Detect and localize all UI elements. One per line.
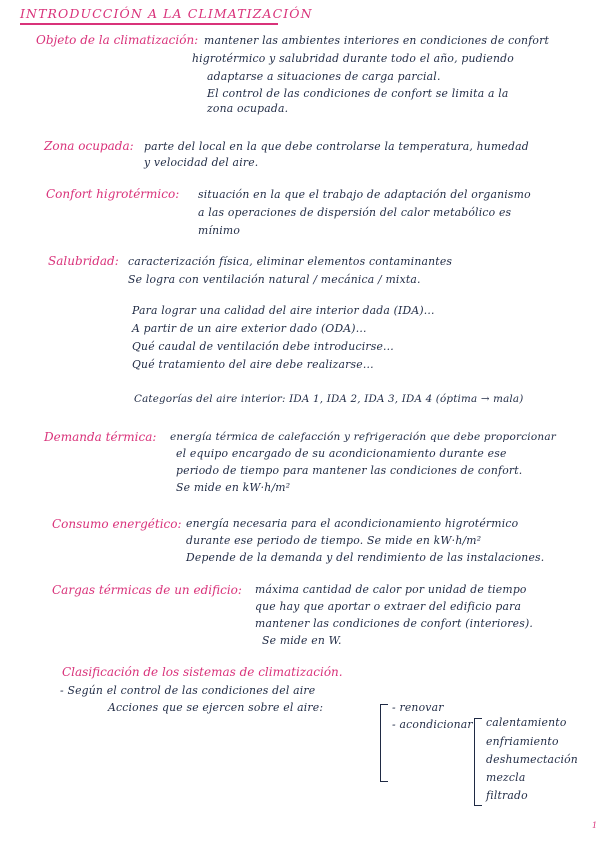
term-demanda: Demanda térmica: xyxy=(44,430,157,444)
zona-line-1: parte del local en la que debe controlarse la temperatura, humedad xyxy=(144,140,529,153)
salubridad-question-2: A partir de un aire exterior dado (ODA)... xyxy=(132,322,367,335)
consumo-line-2: durante ese periodo de tiempo. Se mide en kW·h/m² xyxy=(186,534,482,547)
objeto-line-2: higrotérmico y salubridad durante todo el año, pudiendo xyxy=(192,52,514,65)
demanda-line-3: periodo de tiempo para mantener las condiciones de confort. xyxy=(176,464,523,477)
demanda-line-4: Se mide en kW·h/m² xyxy=(176,481,291,494)
sub-filtrado: filtrado xyxy=(486,789,528,802)
consumo-line-1: energía necesaria para el acondicionamiento higrotérmico xyxy=(186,517,519,530)
bracket-acciones xyxy=(380,704,388,782)
term-salubridad: Salubridad: xyxy=(48,254,119,268)
salubridad-line-1: caracterización física, eliminar elementos contaminantes xyxy=(128,255,453,268)
salubridad-question-1: Para lograr una calidad del aire interior dada (IDA)... xyxy=(132,304,435,317)
sub-deshumectacion: deshumectación xyxy=(486,753,578,766)
cargas-line-3: mantener las condiciones de confort (interiores). xyxy=(255,617,533,630)
page-title: INTRODUCCIÓN A LA CLIMATIZACIÓN xyxy=(20,6,313,21)
confort-line-3: mínimo xyxy=(198,224,241,237)
term-clasificacion: Clasificación de los sistemas de climatización. xyxy=(62,665,343,679)
salubridad-line-2: Se logra con ventilación natural / mecánica / mixta. xyxy=(128,273,421,286)
term-consumo: Consumo energético: xyxy=(52,517,182,531)
bracket-acondicionar xyxy=(474,718,482,806)
page-number: 1 xyxy=(592,821,598,830)
clasificacion-intro: - Según el control de las condiciones del aire xyxy=(60,684,316,697)
salubridad-categories: Categorías del aire interior: IDA 1, IDA 2, IDA 3, IDA 4 (óptima → mala) xyxy=(134,393,524,405)
branch-renovar: - renovar xyxy=(392,701,444,714)
term-cargas: Cargas térmicas de un edificio: xyxy=(52,583,242,597)
cargas-line-4: Se mide en W. xyxy=(262,634,342,647)
sub-calentamiento: calentamiento xyxy=(486,716,567,729)
title-underline xyxy=(20,23,278,25)
demanda-line-1: energía térmica de calefacción y refrigeración que debe proporcionar xyxy=(170,431,557,443)
objeto-line-5: zona ocupada. xyxy=(207,102,289,115)
term-objeto: Objeto de la climatización: xyxy=(36,33,199,47)
consumo-line-3: Depende de la demanda y del rendimiento de las instalaciones. xyxy=(186,551,545,564)
objeto-line-1: mantener las ambientes interiores en condiciones de confort xyxy=(204,34,550,47)
zona-line-2: y velocidad del aire. xyxy=(144,156,259,169)
clasificacion-acciones: Acciones que se ejercen sobre el aire: xyxy=(108,701,324,714)
cargas-line-1: máxima cantidad de calor por unidad de tiempo xyxy=(255,583,527,596)
confort-line-1: situación en la que el trabajo de adaptación del organismo xyxy=(198,188,531,201)
salubridad-question-4: Qué tratamiento del aire debe realizarse... xyxy=(132,358,374,371)
branch-acondicionar: - acondicionar xyxy=(392,718,473,731)
salubridad-question-3: Qué caudal de ventilación debe introducirse... xyxy=(132,340,394,353)
cargas-line-2: que hay que aportar o extraer del edificio para xyxy=(255,600,522,613)
objeto-line-4: El control de las condiciones de confort se limita a la xyxy=(207,87,509,100)
term-zona-ocupada: Zona ocupada: xyxy=(44,139,134,153)
sub-mezcla: mezcla xyxy=(486,771,526,784)
term-confort: Confort higrotérmico: xyxy=(46,187,180,201)
sub-enfriamiento: enfriamiento xyxy=(486,735,559,748)
confort-line-2: a las operaciones de dispersión del calor metabólico es xyxy=(198,206,512,219)
objeto-line-3: adaptarse a situaciones de carga parcial. xyxy=(207,70,441,83)
demanda-line-2: el equipo encargado de su acondicionamiento durante ese xyxy=(176,447,507,460)
